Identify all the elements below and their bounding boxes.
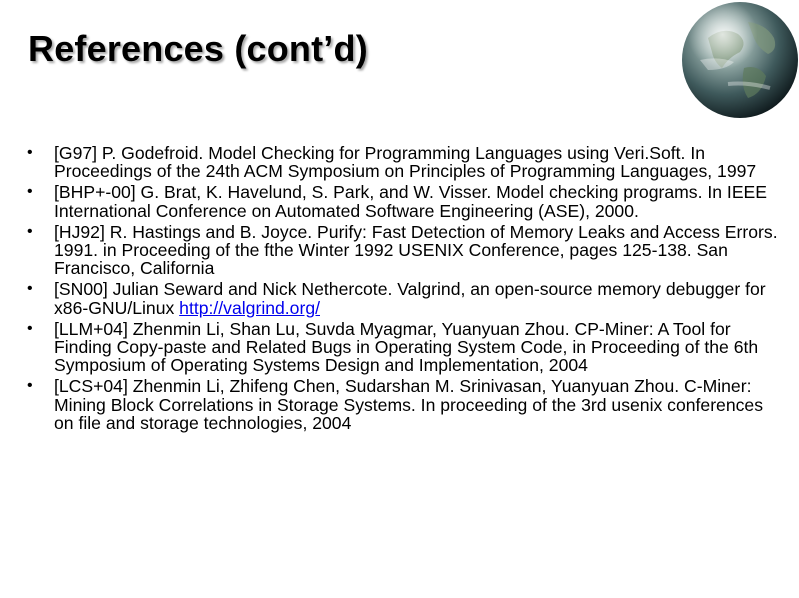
reference-list	[22, 144, 782, 435]
reference-text: [SN00] Julian Seward and Nick Nethercote. Valgrind, an open-source memory debugger for x86-GNU/Linux	[54, 279, 766, 318]
reference-item	[22, 223, 782, 278]
bullet: •	[27, 280, 33, 298]
reference-item	[22, 320, 782, 375]
reference-item	[22, 144, 782, 180]
bullet: •	[27, 222, 33, 240]
bullet: •	[27, 319, 33, 337]
reference-item	[22, 183, 782, 219]
reference-item	[22, 377, 782, 432]
globe-icon	[678, 0, 799, 122]
bullet: •	[27, 144, 33, 161]
bullet: •	[27, 377, 33, 395]
bullet: •	[27, 183, 33, 201]
reference-text: [LLM+04] Zhenmin Li, Shan Lu, Suvda Myagmar, Yuanyuan Zhou. CP-Miner: A Tool for Finding Copy-paste and Related Bugs in Operating System Code, in Proceeding of the 6th Symposium of Operating Systems Design and Implementation, 2004	[54, 318, 759, 376]
reference-item	[22, 280, 782, 316]
reference-text: [BHP+-00] G. Brat, K. Havelund, S. Park, and W. Visser. Model checking programs. In IEEE International Conference on Automated Software Engineering (ASE), 2000.	[54, 182, 768, 221]
valgrind-link[interactable]: http://valgrind.org/	[179, 297, 320, 318]
reference-text: [HJ92] R. Hastings and B. Joyce. Purify: Fast Detection of Memory Leaks and Access Errors. 1991. in Proceeding of the fthe Winter 1992 USENIX Conference, pages 125-138. San Francisco, California	[54, 221, 778, 279]
slide-title: References (cont’d)	[28, 28, 368, 69]
reference-text: [G97] P. Godefroid. Model Checking for Programming Languages using Veri.Soft. In Proceedings of the 24th ACM Symposium on Principles of Programming Languages, 1997	[54, 143, 757, 182]
reference-text: [LCS+04] Zhenmin Li, Zhifeng Chen, Sudarshan M. Srinivasan, Yuanyuan Zhou. C-Miner: Mining Block Correlations in Storage Systems. In proceeding of the 3rd usenix conferences on file and storage technologies, 2004	[54, 376, 764, 433]
